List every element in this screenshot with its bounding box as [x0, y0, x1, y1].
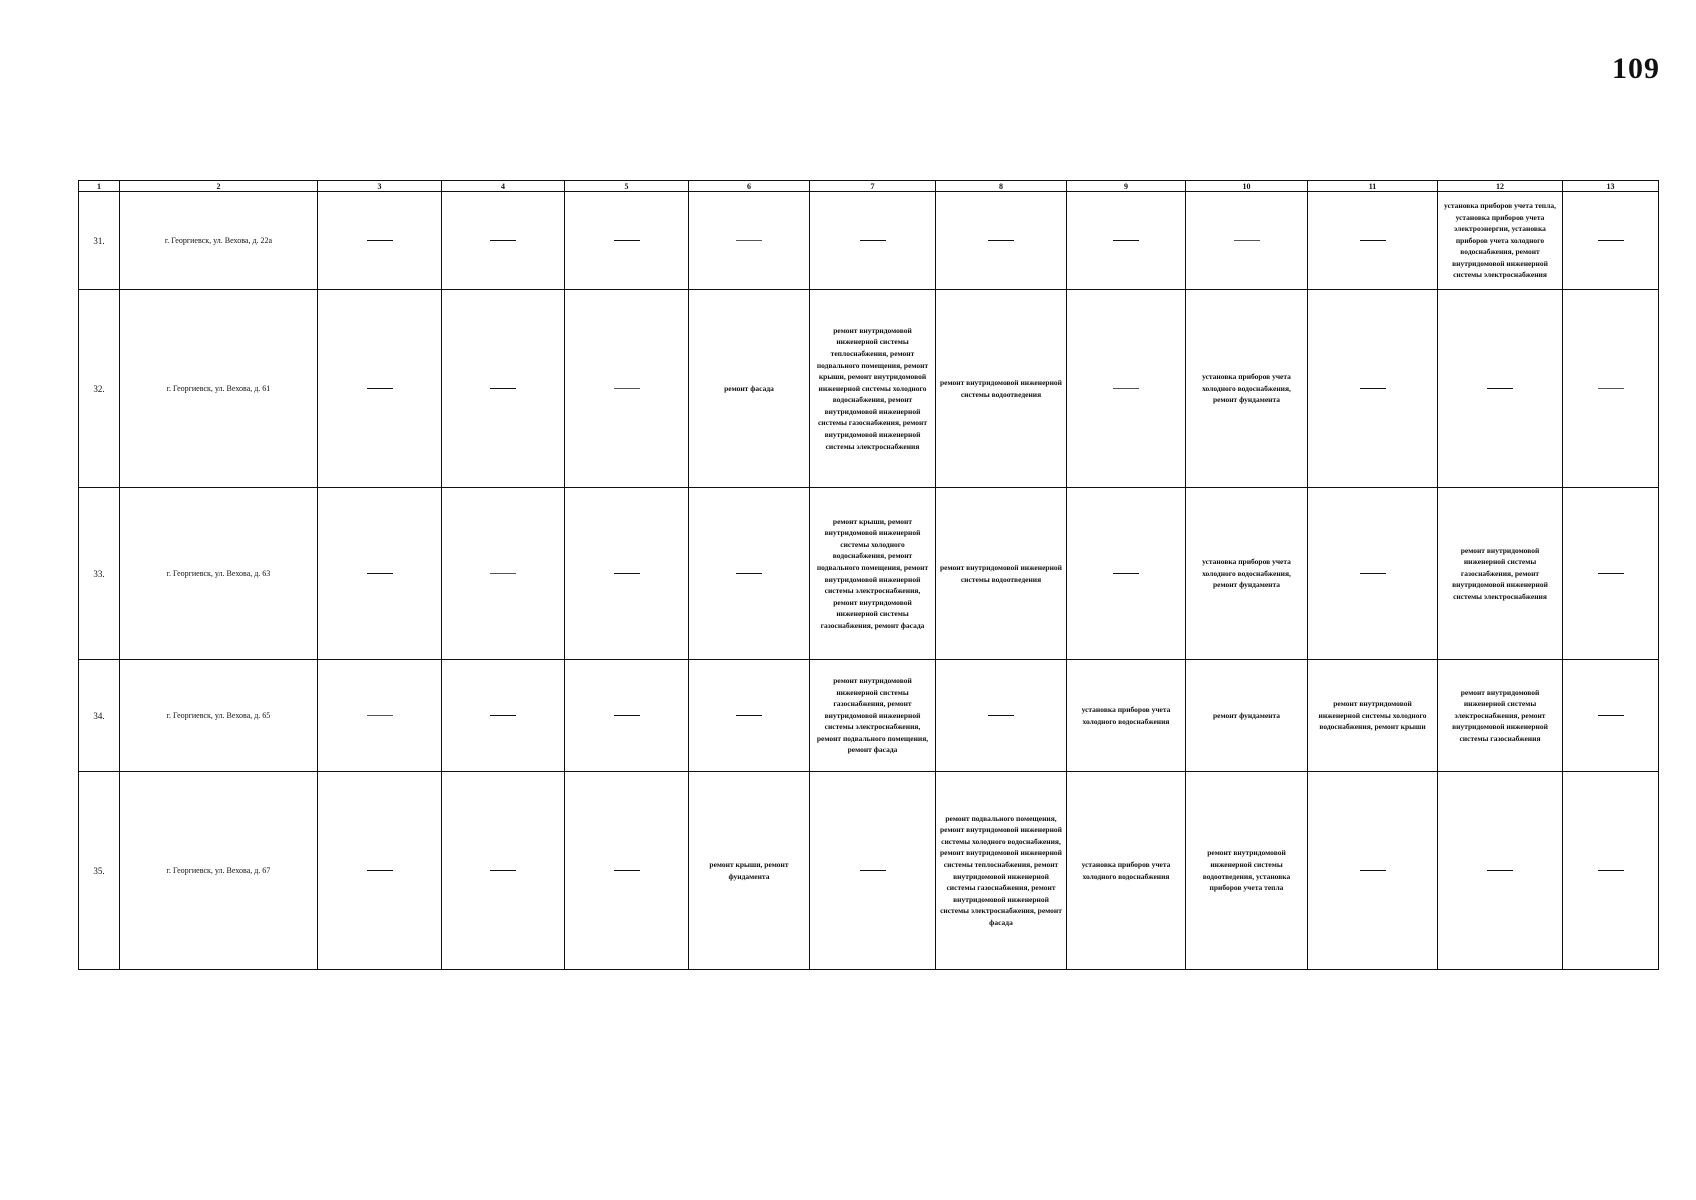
empty-cell [318, 290, 442, 488]
table-row [79, 488, 1659, 660]
address-cell: г. Георгиевск, ул. Вехова, д. 22а [120, 192, 318, 290]
dash-mark [367, 715, 393, 716]
column-header: 12 [1438, 181, 1563, 192]
address-cell: г. Георгиевск, ул. Вехова, д. 65 [120, 660, 318, 772]
empty-cell [318, 488, 442, 660]
dash-mark [1113, 240, 1139, 241]
address-cell: г. Георгиевск, ул. Вехова, д. 67 [120, 772, 318, 970]
work-description-cell: ремонт внутридомовой инженерной системы электроснабжения, ремонт внутридомовой инженерной системы газоснабжения [1438, 660, 1563, 772]
work-description-cell: ремонт внутридомовой инженерной системы холодного водоснабжения, ремонт крыши [1308, 660, 1438, 772]
column-header: 10 [1186, 181, 1308, 192]
work-description-cell: ремонт внутридомовой инженерной системы газоснабжения, ремонт внутридомовой инженерной системы электроснабжения [1438, 488, 1563, 660]
empty-cell [1308, 772, 1438, 970]
row-number: 35. [79, 772, 120, 970]
dash-mark [1598, 715, 1624, 716]
dash-mark [1598, 240, 1624, 241]
dash-mark [367, 573, 393, 574]
empty-cell [1308, 488, 1438, 660]
empty-cell [1067, 488, 1186, 660]
work-description-cell: ремонт крыши, ремонт фундамента [689, 772, 810, 970]
empty-cell [1308, 290, 1438, 488]
work-description-cell: ремонт внутридомовой инженерной системы газоснабжения, ремонт внутридомовой инженерной системы электроснабжения, ремонт подвального помещения, ремонт фасада [810, 660, 936, 772]
empty-cell [442, 290, 565, 488]
work-description-cell: ремонт фасада [689, 290, 810, 488]
dash-mark [860, 870, 886, 871]
dash-mark [860, 240, 886, 241]
address-cell: г. Георгиевск, ул. Вехова, д. 63 [120, 488, 318, 660]
page-number: 109 [1612, 52, 1660, 85]
dash-mark [736, 573, 762, 574]
empty-cell [442, 772, 565, 970]
work-description-cell: установка приборов учета холодного водоснабжения, ремонт фундамента [1186, 290, 1308, 488]
dash-mark [1360, 573, 1386, 574]
dash-mark [367, 388, 393, 389]
empty-cell [565, 192, 689, 290]
column-header: 4 [442, 181, 565, 192]
dash-mark [614, 388, 640, 389]
empty-cell [810, 772, 936, 970]
dash-mark [614, 715, 640, 716]
dash-mark [614, 573, 640, 574]
empty-cell [1563, 192, 1659, 290]
work-description-cell: ремонт крыши, ремонт внутридомовой инженерной системы холодного водоснабжения, ремонт подвального помещения, ремонт внутридомовой инженерной системы электроснабжения, ремонт внутридомовой инженерной системы газоснабжения, ремонт фасада [810, 488, 936, 660]
column-header: 7 [810, 181, 936, 192]
dash-mark [1113, 573, 1139, 574]
dash-mark [1360, 240, 1386, 241]
column-header: 1 [79, 181, 120, 192]
empty-cell [318, 660, 442, 772]
empty-cell [810, 192, 936, 290]
empty-cell [1186, 192, 1308, 290]
column-header: 13 [1563, 181, 1659, 192]
row-number: 32. [79, 290, 120, 488]
empty-cell [1067, 192, 1186, 290]
empty-cell [689, 660, 810, 772]
empty-cell [318, 772, 442, 970]
empty-cell [1563, 772, 1659, 970]
dash-mark [736, 240, 762, 241]
row-number: 34. [79, 660, 120, 772]
work-description-cell: ремонт внутридомовой инженерной системы теплоснабжения, ремонт подвального помещения, ремонт крыши, ремонт внутридомовой инженерной системы холодного водоснабжения, ремонт внутридомовой инженерной системы газоснабжения, ремонт внутридомовой инженерной системы электроснабжения [810, 290, 936, 488]
dash-mark [1487, 388, 1513, 389]
dash-mark [1360, 388, 1386, 389]
empty-cell [565, 488, 689, 660]
dash-mark [490, 870, 516, 871]
work-description-cell: ремонт внутридомовой инженерной системы водоотведения [936, 290, 1067, 488]
dash-mark [988, 240, 1014, 241]
empty-cell [565, 290, 689, 488]
empty-cell [442, 660, 565, 772]
table-row [79, 192, 1659, 290]
empty-cell [689, 488, 810, 660]
dash-mark [367, 240, 393, 241]
work-description-cell: установка приборов учета холодного водоснабжения [1067, 660, 1186, 772]
table-body [79, 192, 1659, 970]
dash-mark [736, 715, 762, 716]
table-row [79, 290, 1659, 488]
dash-mark [490, 715, 516, 716]
dash-mark [1598, 388, 1624, 389]
work-description-cell: ремонт внутридомовой инженерной системы водоотведения, установка приборов учета тепла [1186, 772, 1308, 970]
empty-cell [1438, 772, 1563, 970]
work-description-cell: установка приборов учета холодного водоснабжения [1067, 772, 1186, 970]
table-row [79, 772, 1659, 970]
work-description-cell: установка приборов учета холодного водоснабжения, ремонт фундамента [1186, 488, 1308, 660]
empty-cell [936, 192, 1067, 290]
dash-mark [490, 388, 516, 389]
dash-mark [1487, 870, 1513, 871]
dash-mark [490, 240, 516, 241]
empty-cell [689, 192, 810, 290]
column-header: 9 [1067, 181, 1186, 192]
empty-cell [1563, 488, 1659, 660]
empty-cell [442, 488, 565, 660]
empty-cell [1067, 290, 1186, 488]
work-description-cell: установка приборов учета тепла, установка приборов учета электроэнергии, установка приборов учета холодного водоснабжения, ремонт внутридомовой инженерной системы электроснабжения [1438, 192, 1563, 290]
empty-cell [565, 772, 689, 970]
empty-cell [318, 192, 442, 290]
empty-cell [1438, 290, 1563, 488]
address-cell: г. Георгиевск, ул. Вехова, д. 61 [120, 290, 318, 488]
empty-cell [1308, 192, 1438, 290]
empty-cell [1563, 290, 1659, 488]
empty-cell [565, 660, 689, 772]
row-number: 33. [79, 488, 120, 660]
dash-mark [1113, 388, 1139, 389]
work-description-cell: ремонт фундамента [1186, 660, 1308, 772]
column-header: 2 [120, 181, 318, 192]
repair-schedule-table [78, 180, 1659, 970]
dash-mark [490, 573, 516, 574]
column-header: 5 [565, 181, 689, 192]
dash-mark [614, 870, 640, 871]
dash-mark [988, 715, 1014, 716]
dash-mark [1598, 870, 1624, 871]
column-header: 8 [936, 181, 1067, 192]
column-header: 6 [689, 181, 810, 192]
empty-cell [936, 660, 1067, 772]
empty-cell [1563, 660, 1659, 772]
dash-mark [1598, 573, 1624, 574]
table-row [79, 660, 1659, 772]
work-description-cell: ремонт внутридомовой инженерной системы водоотведения [936, 488, 1067, 660]
column-header: 11 [1308, 181, 1438, 192]
dash-mark [614, 240, 640, 241]
row-number: 31. [79, 192, 120, 290]
column-header: 3 [318, 181, 442, 192]
dash-mark [1234, 240, 1260, 241]
dash-mark [1360, 870, 1386, 871]
dash-mark [367, 870, 393, 871]
empty-cell [442, 192, 565, 290]
column-number-row [79, 181, 1659, 192]
work-description-cell: ремонт подвального помещения, ремонт внутридомовой инженерной системы холодного водоснабжения, ремонт внутридомовой инженерной системы теплоснабжения, ремонт внутридомовой инженерной системы газоснабжения, ремонт внутридомовой инженерной системы электроснабжения, ремонт фасада [936, 772, 1067, 970]
